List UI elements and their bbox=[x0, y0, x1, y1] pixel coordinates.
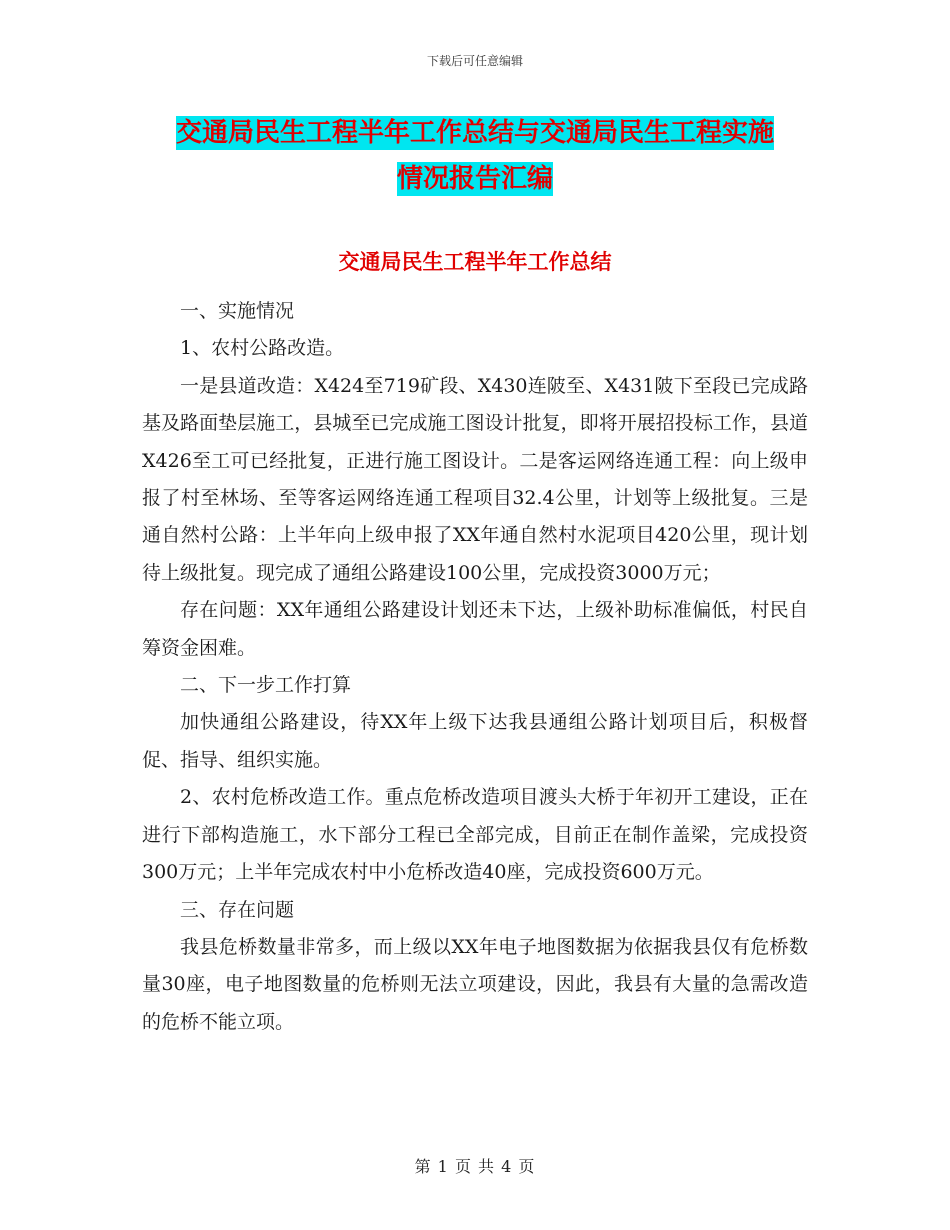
heading-implementation: 一、实施情况 bbox=[180, 300, 295, 322]
heading-next-steps: 二、下一步工作打算 bbox=[180, 674, 352, 697]
document-title-line-2: 情况报告汇编 bbox=[396, 164, 553, 194]
page-header-note: 下载后可任意编辑 bbox=[426, 54, 523, 68]
document-title bbox=[130, 110, 820, 202]
heading-problems: 三、存在问题 bbox=[180, 898, 295, 921]
paragraph-bridge-problems: 我县危桥数量非常多，而上级以XX年电子地图数据为依据我县仅有危桥数量30座，电子地图数量的危桥则无法立项建设，因此，我县有大量的急需改造的危桥不能立项。 bbox=[142, 935, 808, 1033]
paragraph-dangerous-bridges: 2、农村危桥改造工作。重点危桥改造项目渡头大桥于年初开工建设，正在进行下部构造施工，水下部分工程已全部完成，目前正在制作盖梁，完成投资300万元；上半年完成农村中小危桥改造40座，完成投资600万元。 bbox=[142, 786, 808, 884]
paragraph-next-steps: 加快通组公路建设，待XX年上级下达我县通组公路计划项目后，积极督促、指导、组织实施。 bbox=[142, 711, 808, 771]
page-number: 第 1 页 共 4 页 bbox=[414, 1157, 536, 1176]
subheading-rural-roads: 1、农村公路改造。 bbox=[180, 337, 345, 360]
document-title-line-1: 交通局民生工程半年工作总结与交通局民生工程实施 bbox=[175, 118, 774, 148]
paragraph-county-roads: 一是县道改造：X424至719矿段、X430连陂至、X431陂下至段已完成路基及路面垫层施工，县城至已完成施工图设计批复，即将开展招投标工作，县道X426至工可已经批复，正进行施工图设计。二是客运网络连通工程：向上级申报了村至林场、至等客运网络连通工程项目32.4公里，计划等上级批复。三是通自然村公路：上半年向上级申报了XX年通自然村水泥项目420公里，现计划待上级批复。现完成了通组公路建设100公里，完成投资3000万元； bbox=[142, 374, 808, 584]
paragraph-existing-problems: 存在问题：XX年通组公路建设计划还未下达，上级补助标准偏低，村民自筹资金困难。 bbox=[142, 599, 808, 659]
section-title: 交通局民生工程半年工作总结 bbox=[338, 250, 612, 274]
document-body bbox=[142, 293, 808, 1041]
